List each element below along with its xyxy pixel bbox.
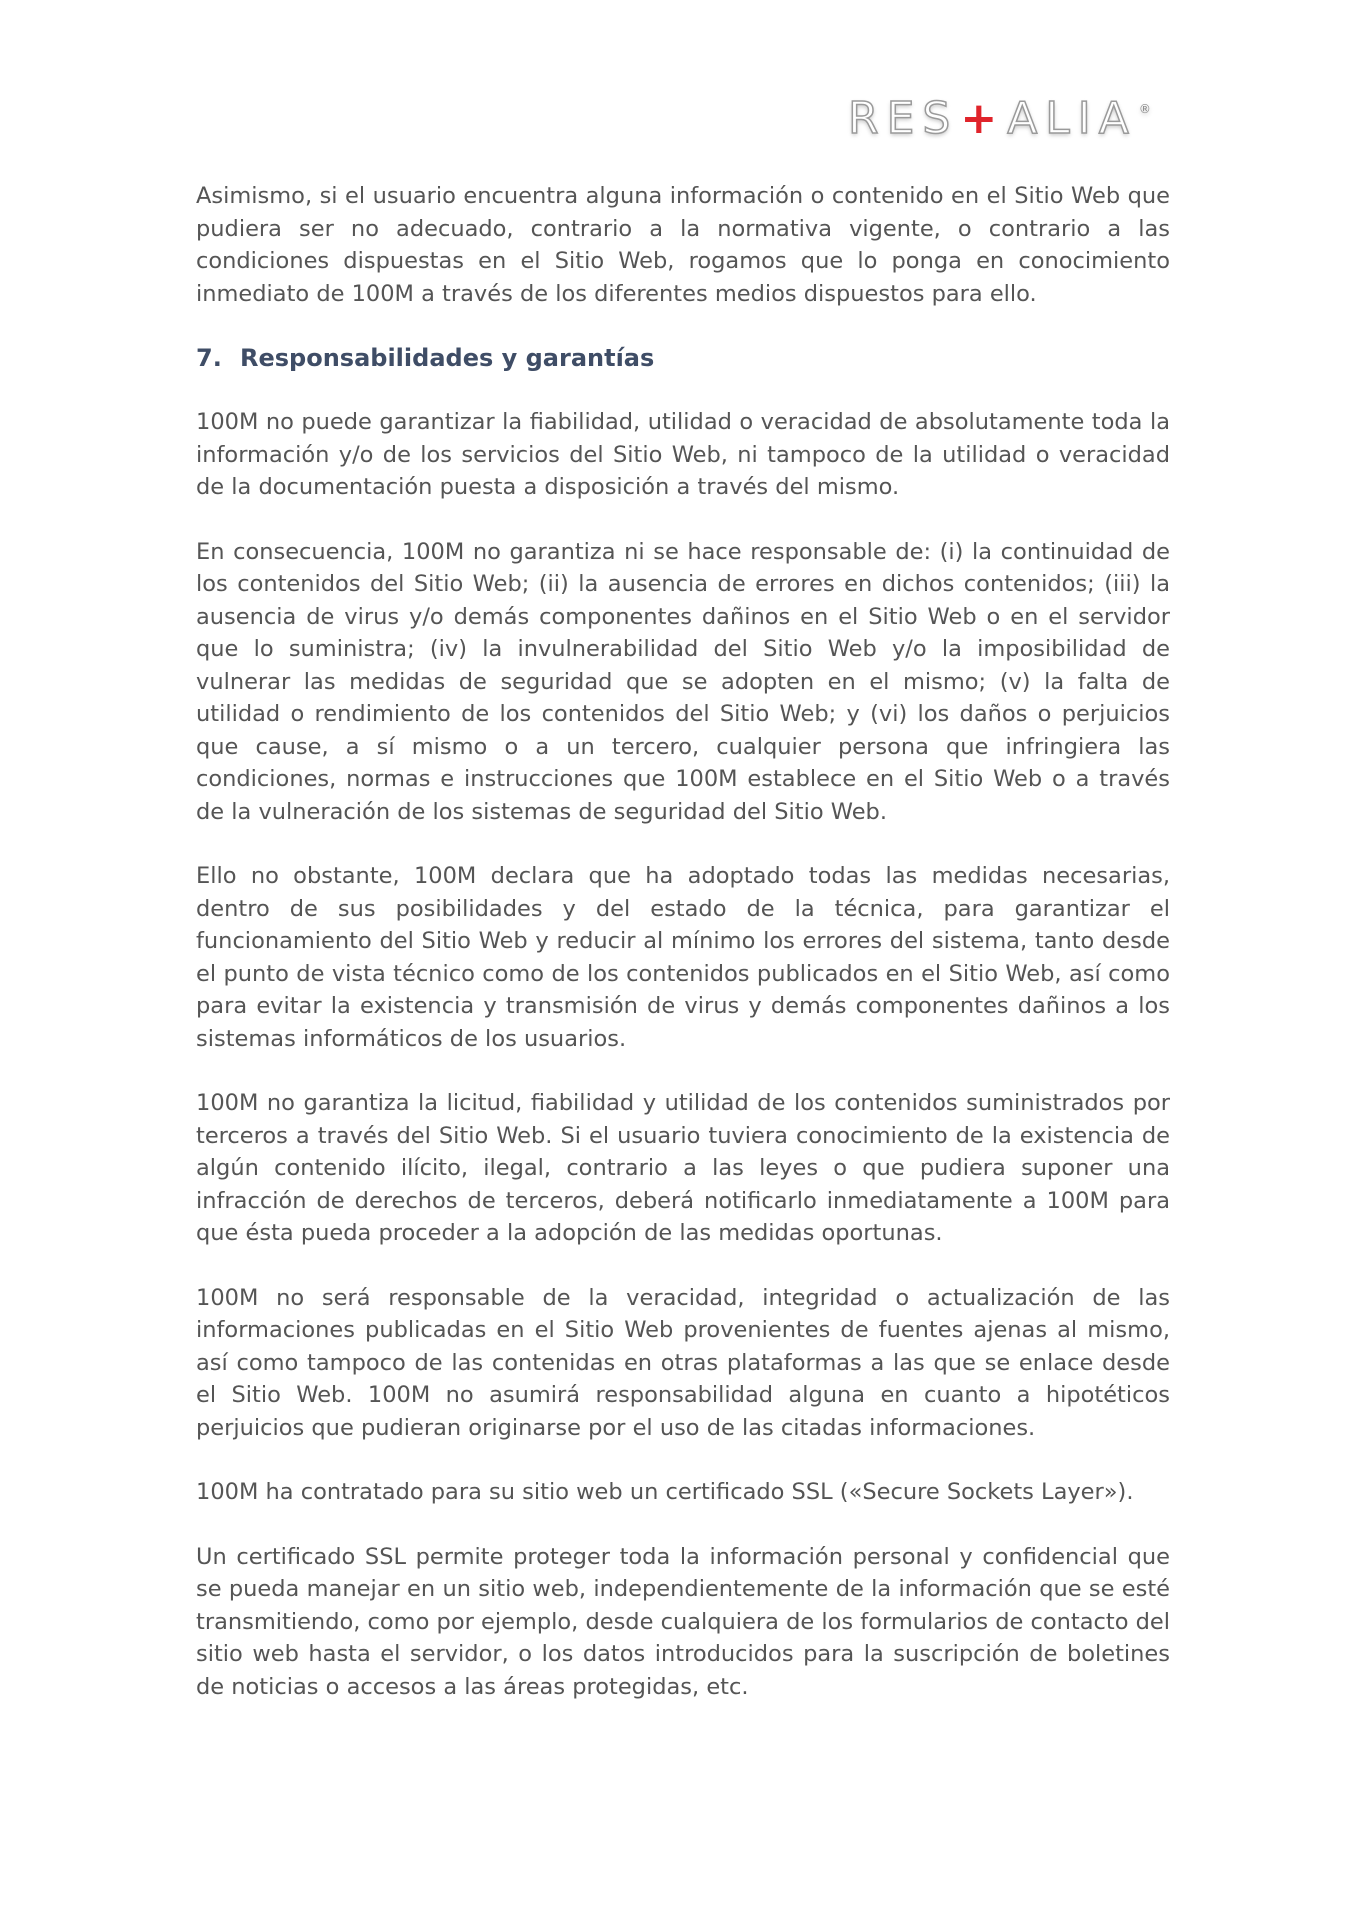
logo-plus-icon: + — [960, 92, 1006, 144]
paragraph: 100M no será responsable de la veracidad, integridad o actualización de las informaciones publicadas en el Sitio Web provenientes de fuentes ajenas al mismo, así como tampoco de las contenidas en otras plataformas a las que se enlace desde el Sitio Web. 100M no asumirá responsabilidad alguna en cuanto a hipotéticos perjuicios que pudieran originarse por el uso de las citadas informaciones. — [196, 1284, 1170, 1441]
logo-text-right: ALIA — [1007, 92, 1137, 144]
paragraph: Un certificado SSL permite proteger toda la información personal y confidencial que se pueda manejar en un sitio web, independientemente de la información que se esté transmitiendo, como por ejemplo, desde cualquiera de los formularios de contacto del sitio web hasta el servidor, o los datos introducidos para la suscripción de boletines de noticias o accesos a las áreas protegidas, etc. — [196, 1543, 1170, 1700]
document-body — [196, 180, 1170, 1735]
logo-text-left: RES — [848, 92, 959, 144]
paragraph: 100M no puede garantizar la fiabilidad, utilidad o veracidad de absolutamente toda la información y/o de los servicios del Sitio Web, ni tampoco de la utilidad o veracidad de la documentación puesta a disposición a través del mismo. — [196, 409, 1170, 500]
intro-paragraph: Asimismo, si el usuario encuentra alguna información o contenido en el Sitio Web que pudiera ser no adecuado, contrario a la normativa vigente, o contrario a las condiciones dispuestas en el Sitio Web, rogamos que lo ponga en conocimiento inmediato de 100M a través de los diferentes medios dispuestos para ello. — [196, 183, 1170, 307]
restalia-logo — [848, 88, 1168, 148]
section-number: 7. — [196, 344, 222, 372]
paragraph: 100M ha contratado para su sitio web un certificado SSL («Secure Sockets Layer»). — [196, 1479, 1134, 1505]
paragraph: En consecuencia, 100M no garantiza ni se hace responsable de: (i) la continuidad de los contenidos del Sitio Web; (ii) la ausencia de errores en dichos contenidos; (iii) la ausencia de virus y/o demás componentes dañinos en el Sitio Web o en el servidor que lo suministra; (iv) la invulnerabilidad del Sitio Web y/o la imposibilidad de vulnerar las medidas de seguridad que se adopten en el mismo; (v) la falta de utilidad o rendimiento de los contenidos del Sitio Web; y (vi) los daños o perjuicios que cause, a sí mismo o a un tercero, cualquier persona que infringiera las condiciones, normas e instrucciones que 100M establece en el Sitio Web o a través de la vulneración de los sistemas de seguridad del Sitio Web. — [196, 538, 1170, 825]
section-heading — [196, 342, 1170, 374]
paragraph: Ello no obstante, 100M declara que ha adoptado todas las medidas necesarias, dentro de sus posibilidades y del estado de la técnica, para garantizar el funcionamiento del Sitio Web y reducir al mínimo los errores del sistema, tanto desde el punto de vista técnico como de los contenidos publicados en el Sitio Web, así como para evitar la existencia y transmisión de virus y demás componentes dañinos a los sistemas informáticos de los usuarios. — [196, 863, 1170, 1052]
section-title: Responsabilidades y garantías — [240, 344, 655, 372]
logo-registered-mark: ® — [1138, 102, 1151, 116]
paragraph: 100M no garantiza la licitud, fiabilidad y utilidad de los contenidos suministrados por terceros a través del Sitio Web. Si el usuario tuviera conocimiento de la existencia de algún contenido ilícito, ilegal, contrario a las leyes o que pudiera suponer una infracción de derechos de terceros, deberá notificarlo inmediatamente a 100M para que ésta pueda proceder a la adopción de las medidas oportunas. — [196, 1090, 1170, 1246]
